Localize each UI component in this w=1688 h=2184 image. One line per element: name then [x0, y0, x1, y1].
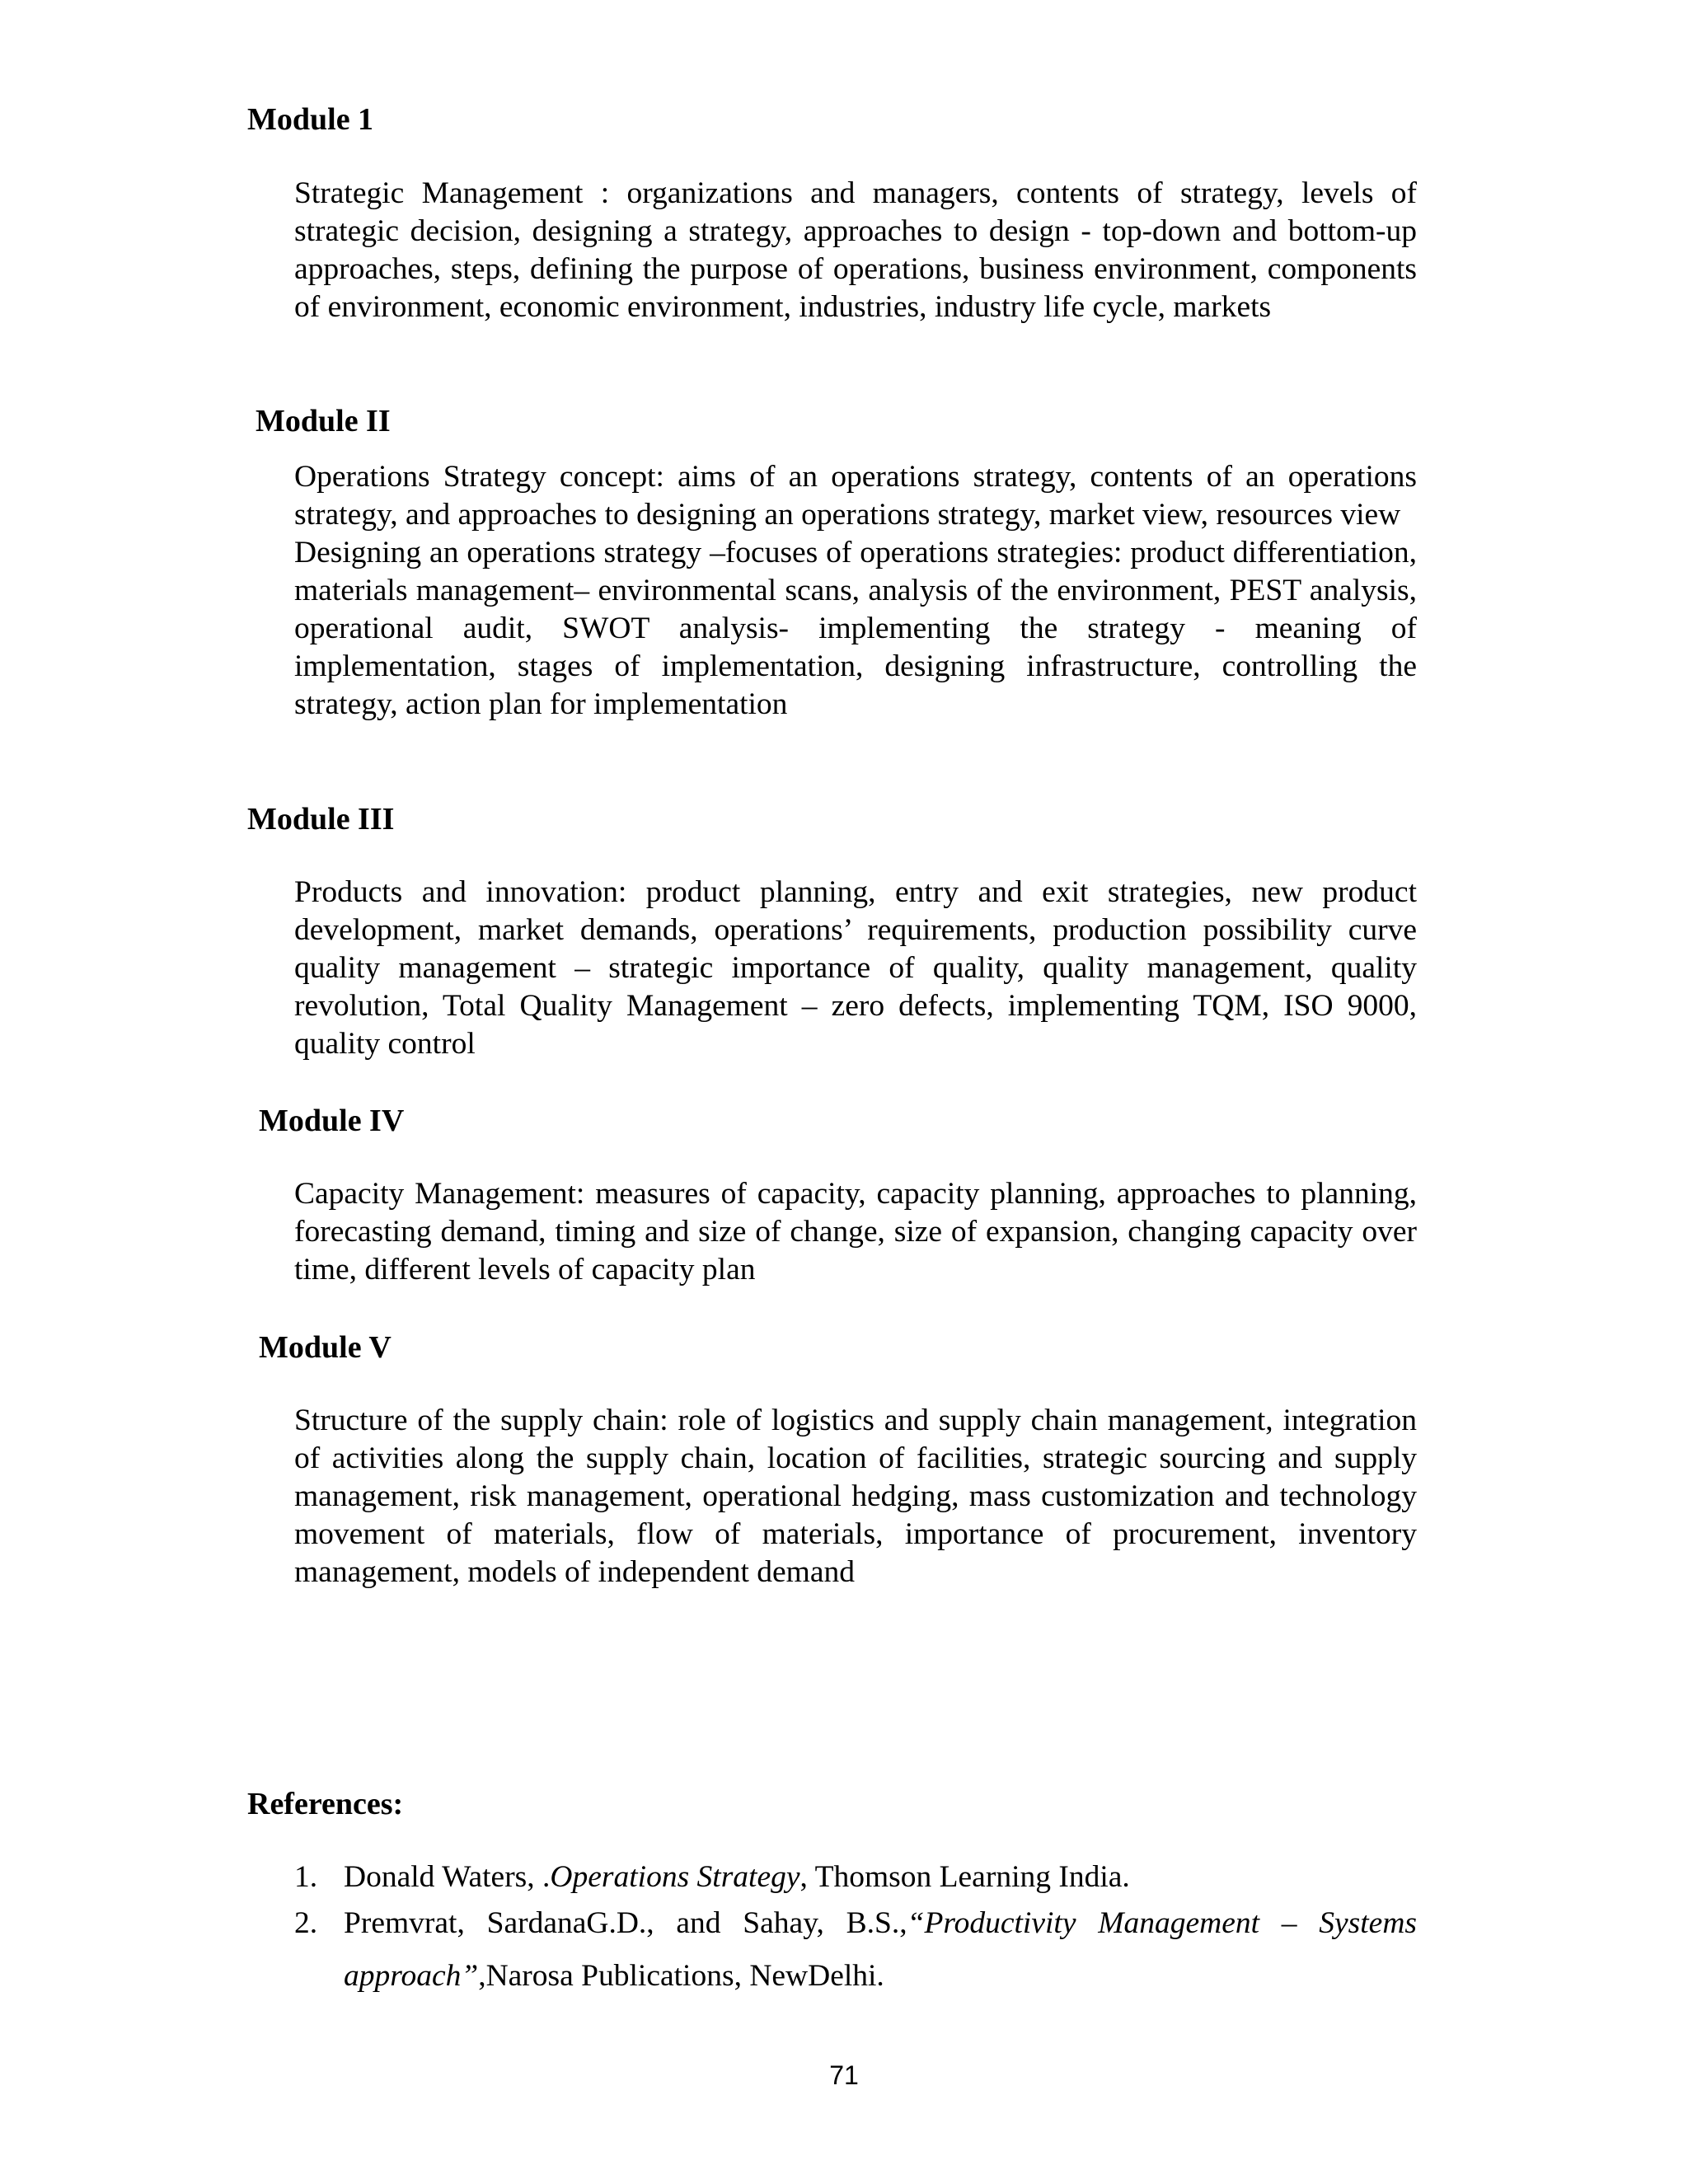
- module-5-content: [294, 1402, 1417, 1591]
- module-1-content: [294, 175, 1417, 326]
- references-list: [294, 1858, 1417, 2003]
- reference-author: Donald Waters, .: [344, 1860, 551, 1894]
- module-3-content: [294, 874, 1417, 1063]
- reference-author: Premvrat, SardanaG.D., and Sahay, B.S.,: [344, 1906, 907, 1940]
- module-4-paragraph: Capacity Management: measures of capacity, capacity planning, approaches to planning, forecasting demand, timing and size of change, size of expansion, changing capacity over time, different levels of capacity plan: [294, 1177, 1417, 1286]
- module-2-content: [294, 458, 1417, 724]
- reference-title: Operations Strategy: [550, 1860, 800, 1894]
- reference-number: 2.: [294, 1906, 318, 1940]
- module-2-heading: Module II: [256, 404, 391, 438]
- page-number: 71: [829, 2060, 859, 2090]
- module-1-paragraph: Strategic Management : organizations and managers, contents of strategy, levels of strategic decision, designing a strategy, approaches to design - top-down and bottom-up approaches, steps, defining the purpose of operations, business environment, components of environment, economic environment, industries, industry life cycle, markets: [294, 176, 1417, 324]
- module-3-heading: Module III: [247, 802, 395, 837]
- reference-item: [294, 1897, 1417, 2003]
- module-4-heading: Module IV: [259, 1104, 405, 1138]
- module-1-heading: Module 1: [247, 102, 374, 137]
- module-2-paragraph-2: Designing an operations strategy –focuses of operations strategies: product differentiation, materials management– environmental scans, analysis of the environment, PEST analysis, operational audit, SWOT analysis- implementing the strategy - meaning of implementation, stages of implementation, designing infrastructure, controlling the strategy, action plan for implementation: [294, 536, 1417, 721]
- module-2-paragraph-1: Operations Strategy concept: aims of an operations strategy, contents of an operations strategy, and approaches to designing an operations strategy, market view, resources view: [294, 460, 1417, 532]
- reference-publisher: , Thomson Learning India.: [799, 1860, 1130, 1894]
- module-5-paragraph: Structure of the supply chain: role of logistics and supply chain management, integration of activities along the supply chain, location of facilities, strategic sourcing and supply management, risk management, operational hedging, mass customization and technology movement of materials, flow of materials, importance of procurement, inventory management, models of independent demand: [294, 1404, 1417, 1589]
- reference-publisher: ,Narosa Publications, NewDelhi.: [478, 1959, 884, 1993]
- reference-title: “Productivity Management – Systems approach”: [344, 1906, 1418, 1993]
- module-5-heading: Module V: [259, 1330, 392, 1365]
- reference-item: [294, 1858, 1417, 1896]
- module-3-paragraph: Products and innovation: product planning, entry and exit strategies, new product development, market demands, operations’ requirements, production possibility curve quality management – strategic importance of quality, quality management, quality revolution, Total Quality Management – zero defects, implementing TQM, ISO 9000, quality control: [294, 875, 1417, 1061]
- references-heading: References:: [247, 1787, 404, 1821]
- module-4-content: [294, 1175, 1417, 1289]
- reference-number: 1.: [294, 1860, 318, 1894]
